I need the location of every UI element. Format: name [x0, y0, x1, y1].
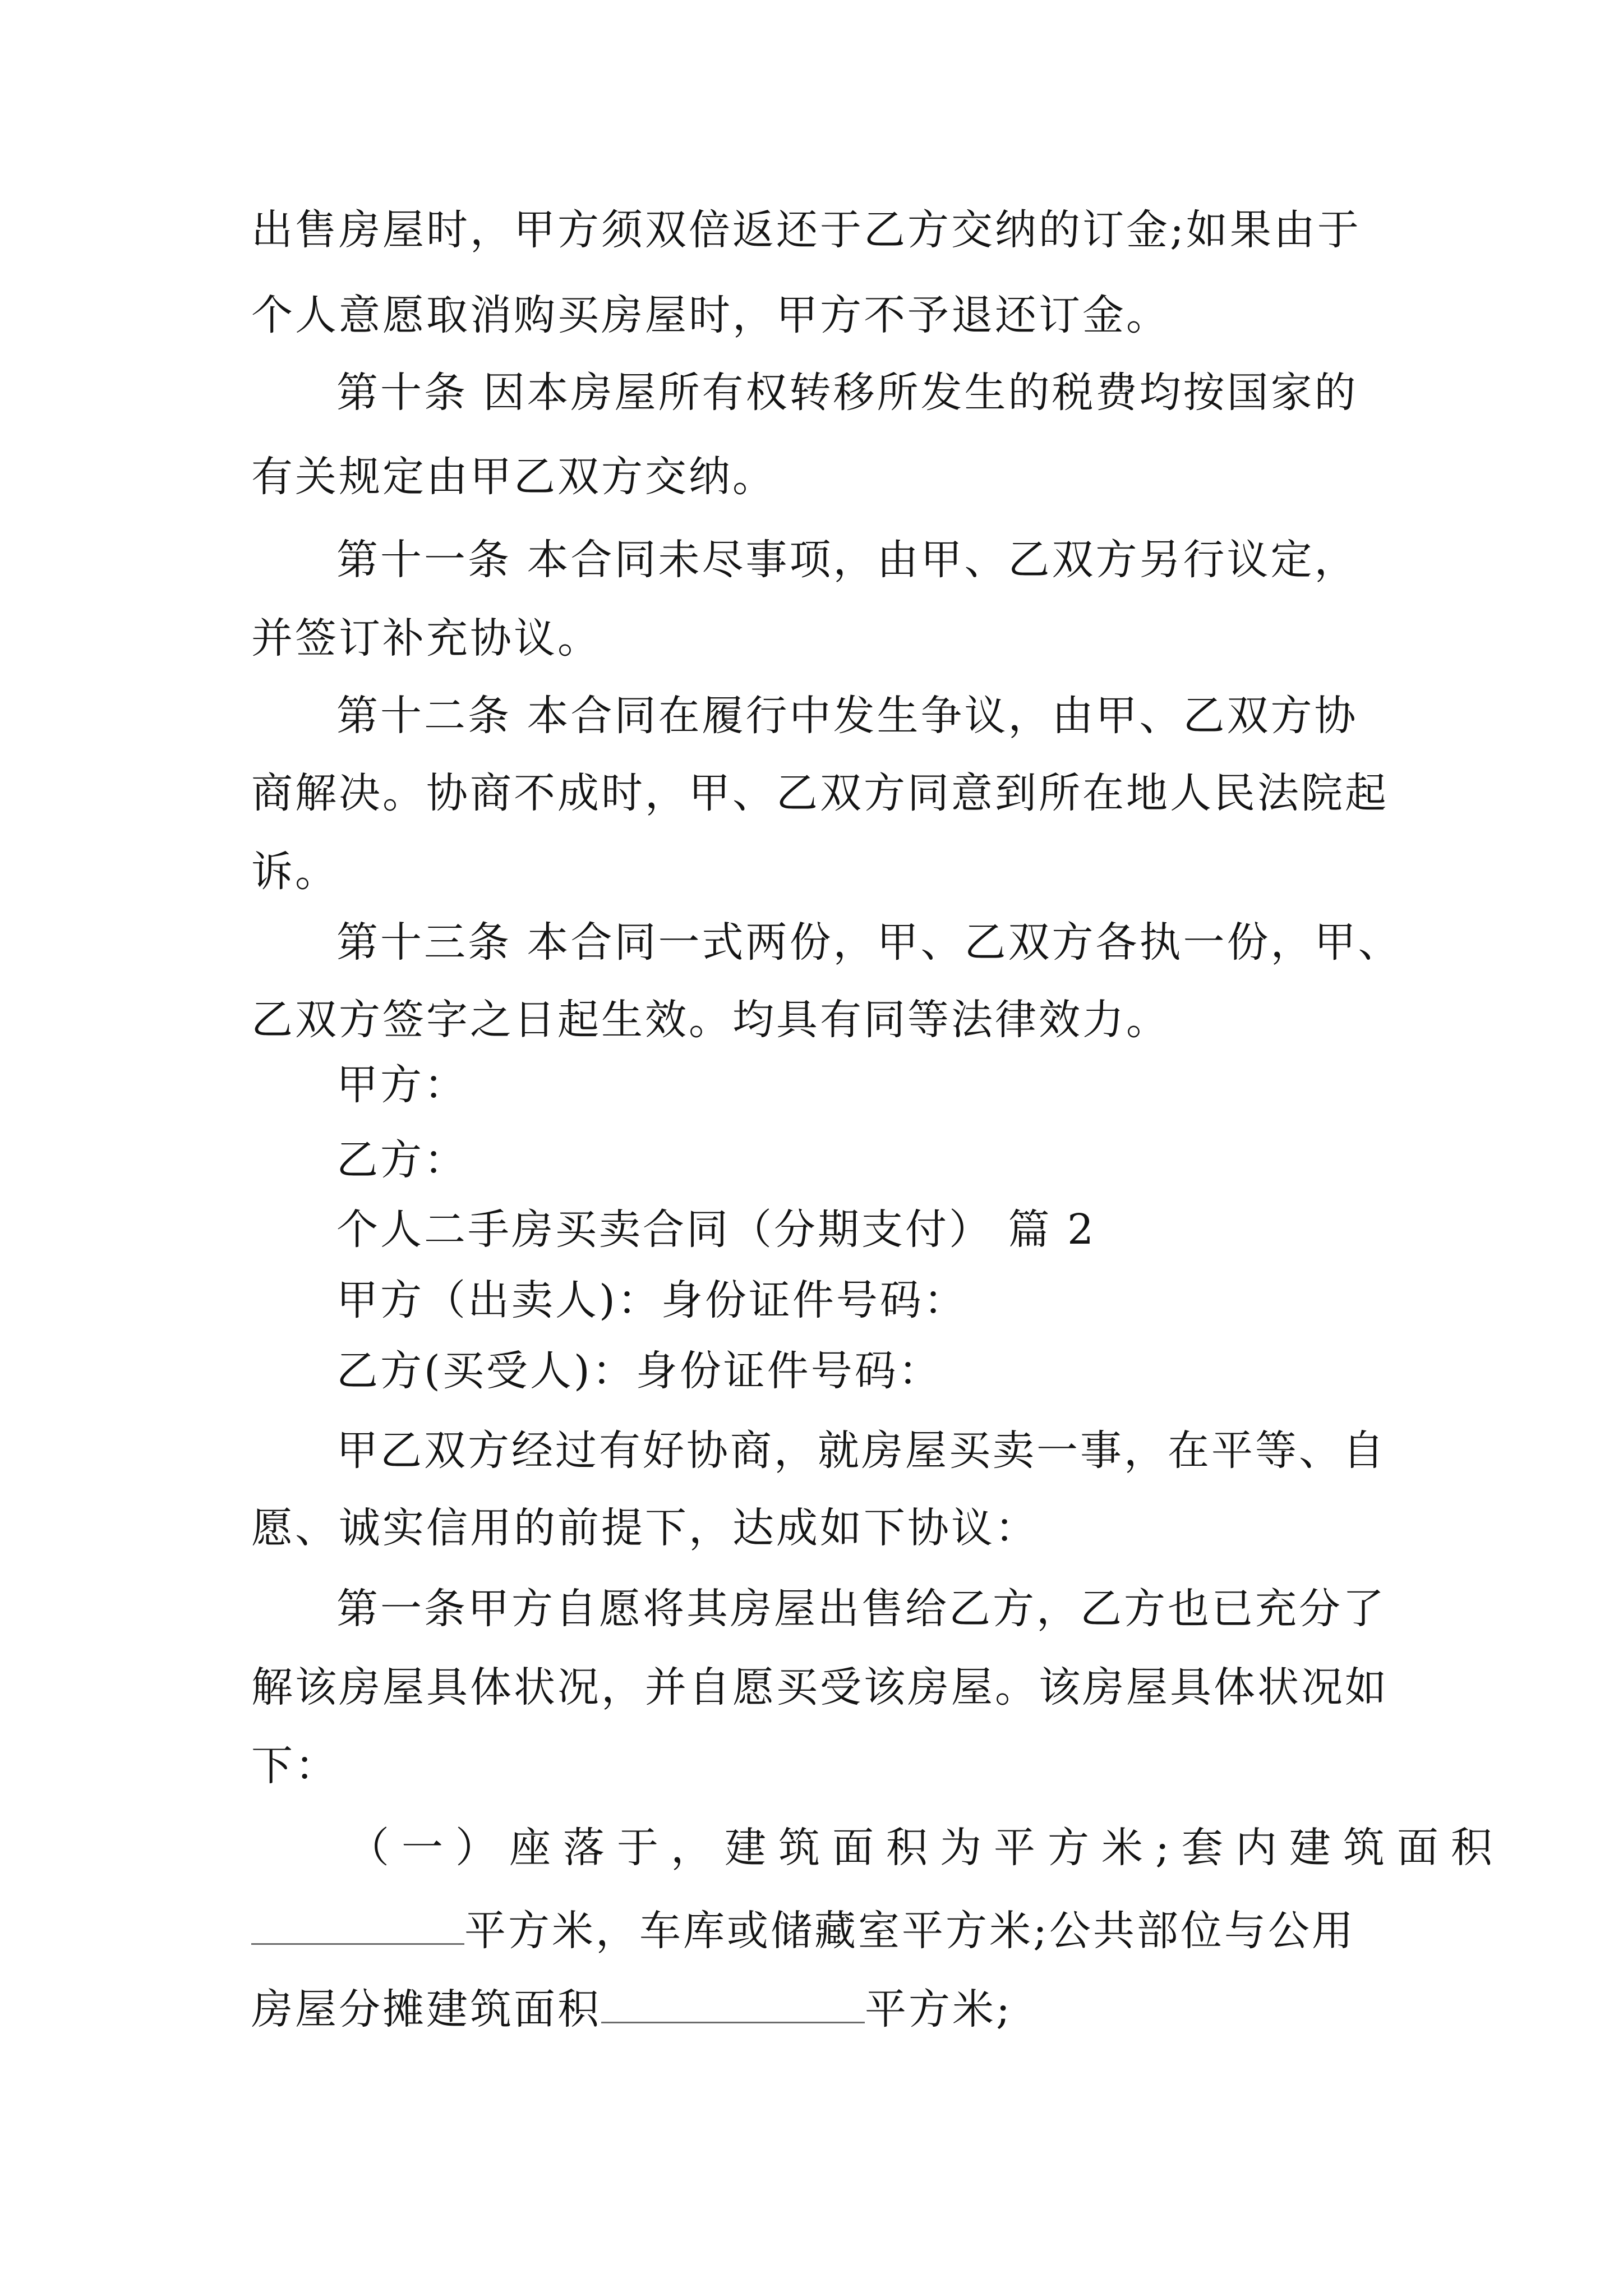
body-text-line: 下： [251, 1742, 339, 1790]
body-text-line: 解该房屋具体状况，并自愿买受该房屋。该房屋具体状况如 [251, 1663, 1389, 1711]
shared-area-unit: 平方米; [865, 1985, 1012, 2033]
body-text-line: 诉。 [251, 848, 339, 896]
body-text-line: 个人意愿取消购买房屋时，甲方不予退还订金。 [251, 291, 1170, 339]
fill-in-blank[interactable] [601, 1988, 865, 2023]
property-location-line: （一）座落于，建筑面积为平方米;套内建筑面积 [348, 1824, 1505, 1872]
shared-area-label: 房屋分摊建筑面积 [251, 1985, 601, 2033]
seller-id-line: 甲方（出卖人)：身份证件号码： [336, 1276, 967, 1324]
body-text-line: 乙双方签字之日起生效。均具有同等法律效力。 [251, 996, 1170, 1044]
shared-area-line [251, 1981, 1012, 2037]
article-10-text: 第十条 因本房屋所有权转移所发生的税费均按国家的 [336, 369, 1358, 417]
area-line-text: 平方米，车库或储藏室平方米;公共部位与公用 [464, 1907, 1355, 1955]
article-11-text: 第十一条 本合同未尽事项，由甲、乙双方另行议定， [336, 536, 1358, 584]
body-text-line: 愿、诚实信用的前提下，达成如下协议： [251, 1504, 1039, 1552]
body-text-line: 甲乙双方经过有好协商，就房屋买卖一事，在平等、自 [336, 1427, 1386, 1475]
party-b-signature-label: 乙方： [336, 1136, 468, 1184]
contract-title: 个人二手房买卖合同（分期支付） 篇 2 [336, 1205, 1096, 1254]
body-text-line: 并签订补充协议。 [251, 614, 601, 662]
area-line [251, 1903, 1355, 1959]
body-text-line: 有关规定由甲乙双方交纳。 [251, 453, 776, 501]
fill-in-blank[interactable] [251, 1910, 464, 1945]
body-text-line: 商解决。协商不成时，甲、乙双方同意到所在地人民法院起 [251, 769, 1389, 817]
article-13-text: 第十三条 本合同一式两份，甲、乙双方各执一份，甲、 [336, 918, 1402, 967]
article-12-text: 第十二条 本合同在履行中发生争议，由甲、乙双方协 [336, 692, 1358, 740]
buyer-id-line: 乙方(买受人)：身份证件号码： [336, 1347, 942, 1395]
article-1-text: 第一条甲方自愿将其房屋出售给乙方，乙方也已充分了 [336, 1585, 1386, 1633]
body-text-line: 出售房屋时，甲方须双倍返还于乙方交纳的订金;如果由于 [251, 206, 1361, 254]
party-a-signature-label: 甲方： [336, 1061, 468, 1109]
